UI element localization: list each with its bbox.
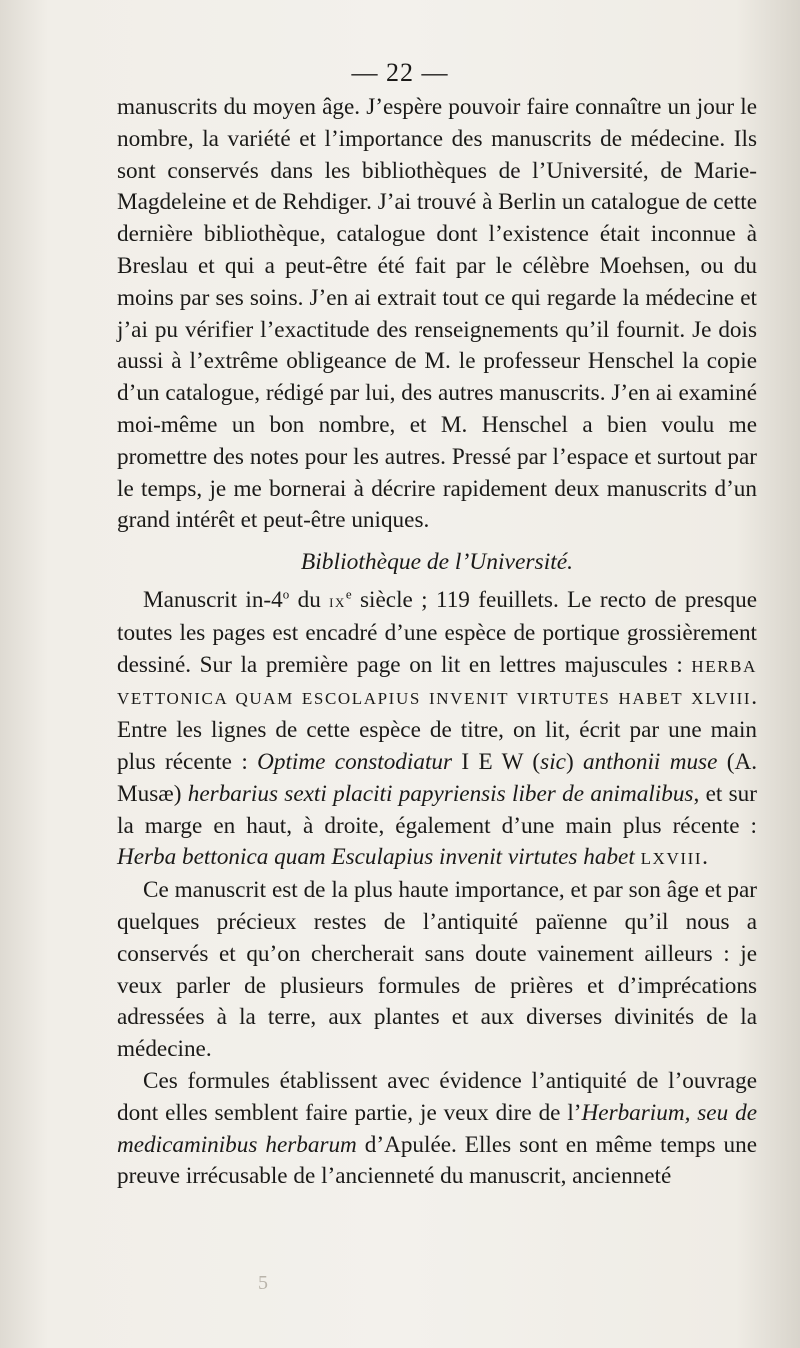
text-run: Ces formules établissent avec évidence l’antiquité de l’ouvrage dont elles semblent faire partie, je veux dire de l’ bbox=[117, 1067, 757, 1126]
section-heading: Bibliothèque de l’Université. bbox=[300, 549, 574, 576]
text-run: siècle ; 119 feuillets. Le recto de presque toutes les pages est encadré d’une espèce de portique grossièrement dessiné. Sur la première page on lit en lettres majuscules : bbox=[117, 586, 757, 678]
paragraph-importance: Ce manuscrit est de la plus haute importance, et par son âge et par quelques précieux restes de l’antiquité païenne qu’il nous a conservés et qu’on chercherait sans doute vainement ailleurs : je veux parler de plusieurs formules de prières et d’imprécations adressées à la terre, aux plantes et aux diverses divinités de la médecine. bbox=[117, 877, 757, 1063]
paragraph-continuation: manuscrits du moyen âge. J’espère pouvoir faire connaître un jour le nombre, la variété et l’importance des manuscrits de médecine. Ils sont conservés dans les bibliothèques de l’Université, de Marie-Magdeleine et de Rehdiger. J’ai trouvé à Berlin un catalogue de cette dernière bibliothèque, catalogue dont l’existence était inconnue à Breslau et qui a peut-être été fait par le célèbre Moehsen, ou du moins par ses soins. J’en ai extrait tout ce qui regarde la médecine et j’ai pu vérifier l’exactitude des renseignements qu’il fournit. Je dois aussi à l’extrême obligeance de M. le professeur Henschel la copie d’un catalogue, rédigé par lui, des autres manuscrits. J’en ai examiné moi-même un bon nombre, et M. Henschel a bien voulu me promettre des notes pour les autres. Pressé par l’espace et surtout par le temps, je me bornerai à décrire rapidement deux manuscrits d’un grand intérêt et peut-être uniques. bbox=[117, 94, 757, 534]
italic-quote: Herba bettonica quam Esculapius invenit virtutes habet bbox=[117, 844, 635, 871]
text-run: , et sur la marge en haut, à droite, également d’une main plus récente : bbox=[117, 780, 757, 839]
italic-quote: anthonii muse bbox=[583, 748, 718, 775]
page-number: — 22 — bbox=[351, 58, 449, 87]
faint-pencil-mark: 5 bbox=[258, 1272, 268, 1294]
paragraph-manuscript-description bbox=[117, 585, 757, 875]
italic-quote: herbarius sexti placiti papyriensis liber de animalibus bbox=[187, 780, 694, 807]
roman-numeral: ix bbox=[329, 590, 346, 612]
caps-number: XLVIII bbox=[691, 689, 752, 709]
italic-sic: sic bbox=[540, 748, 566, 775]
text-run: (A. Musæ) bbox=[117, 748, 758, 807]
text-run: du bbox=[289, 586, 330, 613]
superscript: o bbox=[282, 586, 290, 602]
text-run: I E W ( bbox=[452, 748, 541, 775]
italic-title: Herbarium, seu de medicaminibus herbarum bbox=[117, 1099, 757, 1158]
text-run: ) bbox=[565, 748, 584, 775]
caps-number: LXVIII bbox=[640, 849, 703, 869]
superscript: e bbox=[345, 586, 352, 602]
text-run: Manuscrit in-4 bbox=[143, 586, 283, 613]
text-run: . bbox=[702, 844, 708, 871]
paragraph-formulas bbox=[117, 1066, 757, 1193]
italic-quote: Optime constodiatur bbox=[257, 748, 453, 775]
text-run: d’Apulée. Elles sont en même temps une preuve irrécusable de l’ancienneté du manuscrit, ancienneté bbox=[117, 1131, 757, 1190]
page-body bbox=[117, 92, 757, 1193]
caps-title: HERBA VETTONICA QUAM ESCOLAPIUS INVENIT VIRTUTES HABET bbox=[117, 656, 757, 709]
text-run: . Entre les lignes de cette espèce de titre, on lit, écrit par une main plus récente : bbox=[117, 684, 757, 775]
